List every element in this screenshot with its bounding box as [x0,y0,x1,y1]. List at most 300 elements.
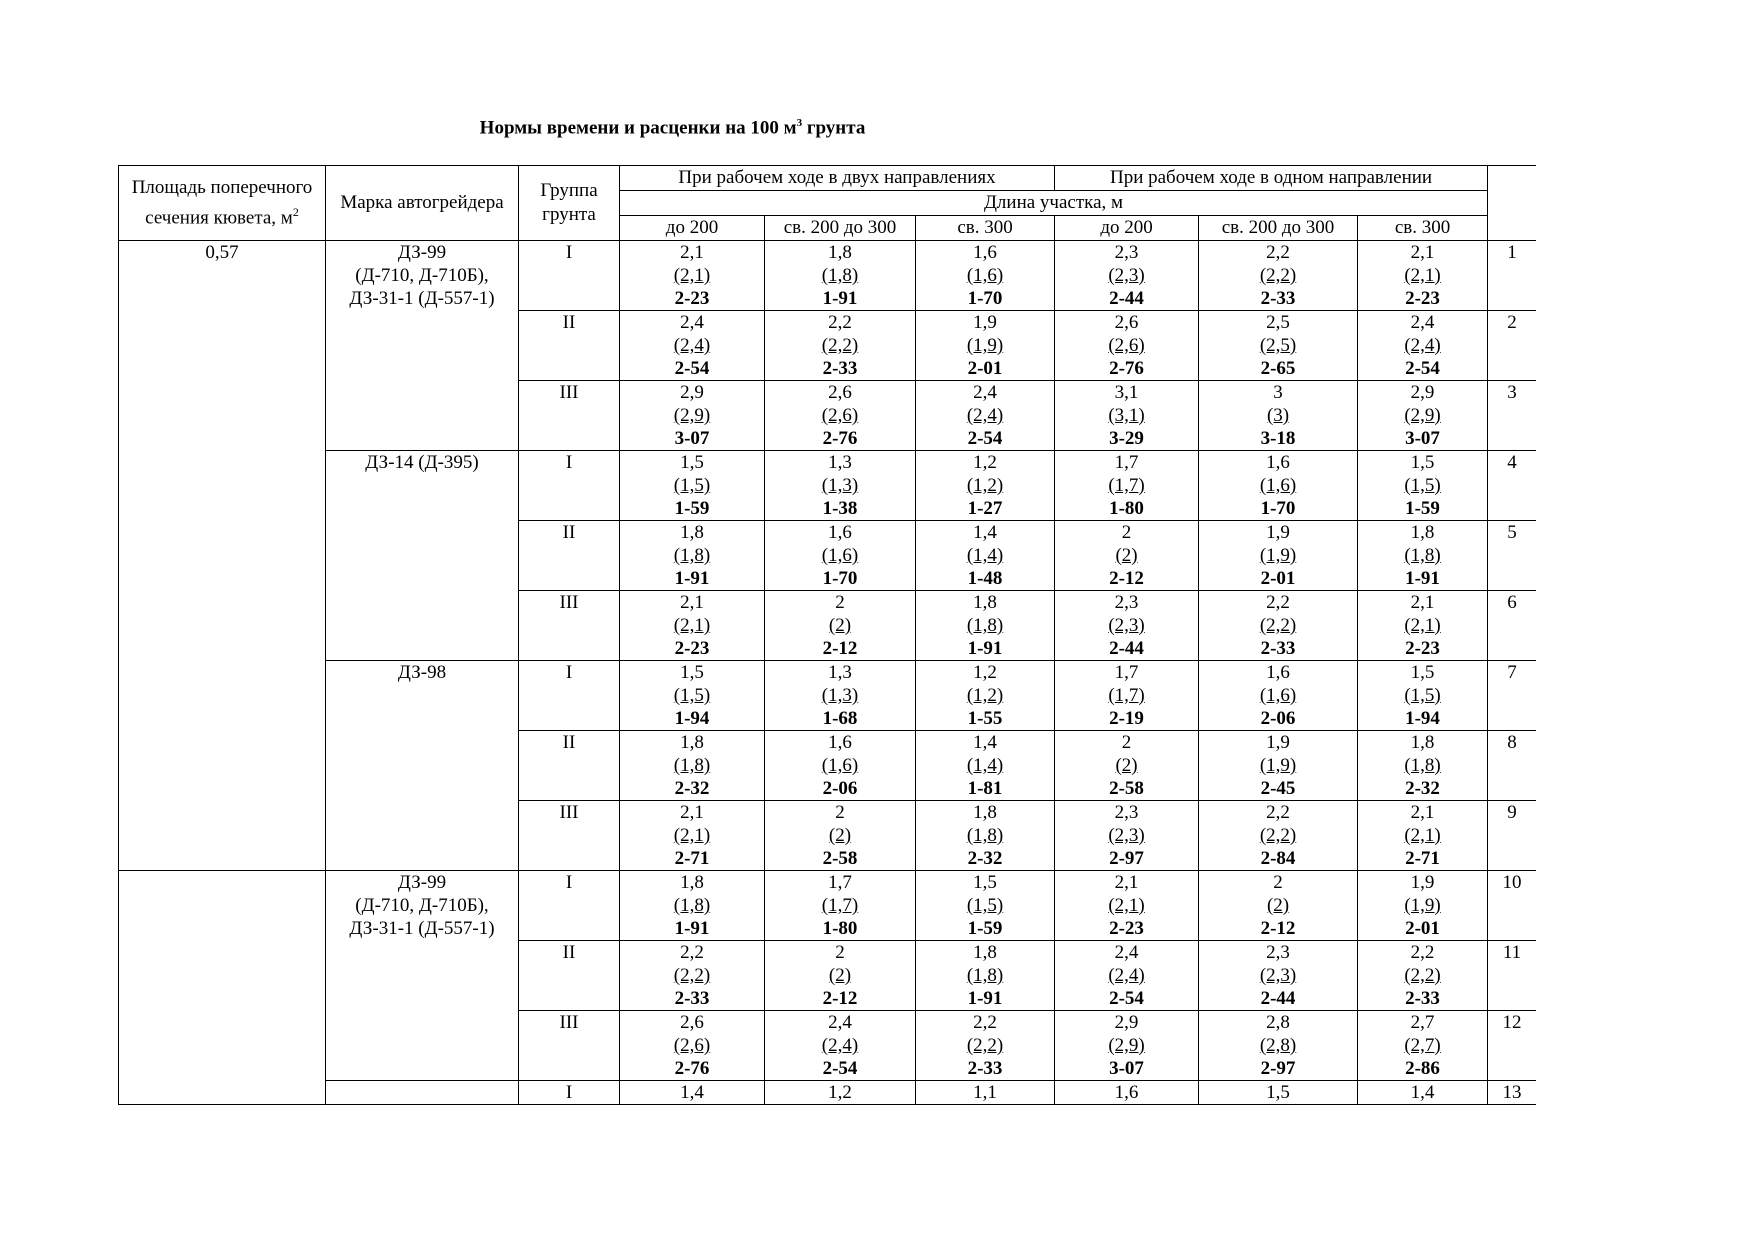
value-cell [765,941,916,1011]
price: 1-91 [967,638,1003,659]
time-norm-alt: (1,9) [966,335,1004,356]
price: 2-33 [1260,288,1296,309]
time-norm: 2,3 [1114,592,1139,613]
value-cell [620,451,765,521]
price: 1-59 [1405,498,1440,519]
soil-group-cell: I [519,871,620,941]
time-norm: 2,9 [1410,382,1435,403]
time-norm: 1,7 [1114,662,1139,683]
row-number-cell: 1 [1488,241,1536,311]
price: 1-70 [1260,498,1296,519]
time-norm: 2 [835,802,845,823]
value-cell [765,521,916,591]
time-norm-alt: (1,6) [1259,475,1297,496]
value-cell [1199,241,1358,311]
time-norm: 2,2 [680,942,704,963]
time-norm-alt: (2,6) [673,1035,711,1056]
time-norm: 2,2 [1266,802,1290,823]
value-cell [1055,591,1199,661]
value-cell [620,311,765,381]
header-col: св. 200 до 300 [1199,216,1358,241]
value-cell [620,731,765,801]
time-norm: 1,9 [1410,872,1435,893]
price: 2-06 [822,778,858,799]
value-cell [1199,801,1358,871]
value-cell [1055,661,1199,731]
price: 2-12 [822,638,858,659]
grader-mark-line: ДЗ-31-1 (Д-557-1) [349,288,495,309]
price: 2-97 [1260,1058,1296,1079]
time-norm: 2,4 [1410,312,1435,333]
time-norm-alt: (1,5) [1404,475,1441,496]
value-cell [1199,451,1358,521]
time-norm-alt: (2,1) [1404,615,1441,636]
time-norm-alt: (2,3) [1259,965,1297,986]
time-norm-alt: (1,5) [1404,685,1441,706]
time-norm: 2,2 [828,312,852,333]
time-norm-alt: (2,1) [673,825,711,846]
time-norm-alt: (2,9) [673,405,711,426]
price: 2-33 [1260,638,1296,659]
value-cell [1055,521,1199,591]
time-norm: 2,2 [1266,242,1290,263]
time-norm-alt: (1,8) [673,545,711,566]
header-area: Площадь поперечного сечения кювета, $м^2$ [119,166,326,241]
value-cell [620,1081,765,1105]
time-norm: 2,1 [1114,872,1139,893]
row-number-cell: 8 [1488,731,1536,801]
value-cell [1358,661,1488,731]
value-cell [620,1011,765,1081]
value-cell [1358,801,1488,871]
price: 1-59 [967,918,1003,939]
time-norm-alt: (2,2) [1404,965,1441,986]
row-number-cell: 4 [1488,451,1536,521]
time-norm-alt: (2,9) [1108,1035,1145,1056]
time-norm: 2 [1273,872,1283,893]
time-norm: 1,8 [828,242,852,263]
price: 2-71 [674,848,710,869]
value-cell [1358,1081,1488,1105]
value-cell [916,1011,1055,1081]
value-cell [765,1081,916,1105]
time-norm: 2,6 [680,1012,704,1033]
table-row [119,241,1537,311]
price: 2-12 [1260,918,1296,939]
table-row [119,661,1537,731]
price: 2-06 [1260,708,1296,729]
header-two-directions: При рабочем ходе в двух направлениях [620,166,1055,191]
time-norm: 1,4 [1410,1082,1435,1103]
value-cell [1358,521,1488,591]
value-cell [916,521,1055,591]
time-norm: 2,1 [680,802,704,823]
price: 1-70 [822,568,858,589]
time-norm: 1,4 [973,522,997,543]
page-title: Нормы времени и расценки на 100 $м^3$ грунта [479,117,866,139]
value-cell [1055,311,1199,381]
time-norm: 2,3 [1114,802,1139,823]
value-cell [1055,241,1199,311]
grader-mark-line: (Д-710, Д-710Б), [355,265,489,286]
price: 2-44 [1260,988,1296,1009]
time-norm: 1,2 [973,452,997,473]
time-norm-alt: (3) [1266,405,1290,426]
area-cell [119,871,326,1105]
time-norm-alt: (1,7) [1108,475,1145,496]
row-number-cell: 11 [1488,941,1536,1011]
time-norm: 2,2 [1410,942,1435,963]
time-norm-alt: (2,4) [966,405,1004,426]
header-col: св. 200 до 300 [765,216,916,241]
value-cell [620,871,765,941]
value-cell [916,311,1055,381]
header-col: до 200 [620,216,765,241]
value-cell [916,731,1055,801]
time-norm-alt: (1,8) [1404,545,1441,566]
header-group: Группа грунта [519,166,620,241]
value-cell [916,661,1055,731]
price: 2-54 [1109,988,1144,1009]
time-norm: 1,3 [828,452,852,473]
value-cell [765,381,916,451]
time-norm: 1,3 [828,662,852,683]
price: 1-91 [674,918,710,939]
time-norm: 3 [1273,382,1283,403]
time-norm-alt: (1,8) [966,825,1004,846]
time-norm-alt: (1,5) [673,685,711,706]
value-cell [620,661,765,731]
time-norm: 2,5 [1266,312,1290,333]
time-norm: 2,7 [1410,1012,1435,1033]
time-norm: 1,5 [680,662,704,683]
value-cell [1055,941,1199,1011]
value-cell [765,311,916,381]
time-norm: 1,8 [680,522,704,543]
price: 3-29 [1109,428,1144,449]
time-norm: 2,9 [1114,1012,1139,1033]
soil-group-cell: II [519,311,620,381]
price: 2-44 [1109,288,1144,309]
time-norm: 1,7 [1114,452,1139,473]
value-cell [1358,451,1488,521]
time-norm: 1,8 [973,942,997,963]
time-norm: 2,6 [1114,312,1139,333]
price: 1-94 [674,708,710,729]
value-cell [1199,871,1358,941]
price: 2-32 [1405,778,1440,799]
time-norm: 2,6 [828,382,852,403]
price: 2-54 [822,1058,858,1079]
time-norm: 2 [1121,522,1132,543]
time-norm: 2,4 [680,312,704,333]
table-row [119,451,1537,521]
time-norm-alt: (1,9) [1404,895,1441,916]
time-norm-alt: (3,1) [1108,405,1145,426]
price: 2-32 [674,778,710,799]
value-cell [1358,591,1488,661]
soil-group-cell: III [519,381,620,451]
row-number-cell: 13 [1488,1081,1536,1105]
time-norm-alt: (2,2) [966,1035,1004,1056]
value-cell [1055,381,1199,451]
time-norm-alt: (1,8) [1404,755,1441,776]
time-norm-alt: (1,9) [1259,545,1297,566]
value-cell [916,801,1055,871]
time-norm: 1,6 [828,732,852,753]
value-cell [765,241,916,311]
time-norm-alt: (1,6) [966,265,1004,286]
price: 2-33 [1405,988,1440,1009]
grader-mark-line: ДЗ-99 [397,242,447,263]
price: 2-54 [1405,358,1440,379]
norms-table-body [119,241,1537,1105]
time-norm: 2,1 [680,242,704,263]
value-cell [916,1081,1055,1105]
price: 2-58 [822,848,858,869]
time-norm: 2,3 [1266,942,1290,963]
price: 2-23 [674,638,710,659]
price: 1-27 [967,498,1003,519]
value-cell [1055,1011,1199,1081]
grader-mark-cell [326,1081,519,1105]
time-norm-alt: (1,2) [966,685,1004,706]
header-col: до 200 [1055,216,1199,241]
value-cell [765,871,916,941]
time-norm-alt: (1,8) [966,615,1004,636]
time-norm-alt: (2,1) [1404,825,1441,846]
price: 2-76 [822,428,858,449]
price: 2-76 [1109,358,1144,379]
soil-group-cell: I [519,451,620,521]
time-norm-alt: (2,3) [1108,825,1145,846]
value-cell [1358,1011,1488,1081]
time-norm: 2 [835,592,845,613]
time-norm: 2,1 [1410,592,1435,613]
price: 1-91 [967,988,1003,1009]
time-norm-alt: (2) [828,825,852,846]
price: 1-80 [822,918,858,939]
price: 2-23 [674,288,710,309]
header-number [1488,166,1536,241]
time-norm-alt: (2) [828,965,852,986]
time-norm: 1,2 [973,662,997,683]
time-norm-alt: (2,1) [1108,895,1145,916]
price: 1-91 [1405,568,1440,589]
value-cell [1358,871,1488,941]
value-cell [1199,1081,1358,1105]
price: 1-91 [822,288,858,309]
row-number-cell: 5 [1488,521,1536,591]
price: 2-97 [1109,848,1144,869]
price: 1-94 [1405,708,1440,729]
norms-table-wrapper [118,165,1536,1123]
price: 1-91 [674,568,710,589]
price: 2-12 [822,988,858,1009]
time-norm-alt: (2,1) [673,615,711,636]
time-norm-alt: (1,8) [673,895,711,916]
value-cell [1199,521,1358,591]
row-number-cell: 7 [1488,661,1536,731]
time-norm-alt: (1,5) [673,475,711,496]
time-norm-alt: (2,6) [1108,335,1145,356]
price: 1-38 [822,498,858,519]
price: 2-45 [1260,778,1296,799]
time-norm-alt: (1,4) [966,545,1004,566]
time-norm-alt: (2,4) [821,1035,859,1056]
price: 1-80 [1109,498,1144,519]
header-one-direction: При рабочем ходе в одном направлении [1055,166,1488,191]
value-cell [1199,661,1358,731]
value-cell [1199,1011,1358,1081]
value-cell [1055,731,1199,801]
price: 2-54 [967,428,1003,449]
value-cell [620,521,765,591]
time-norm-alt: (1,6) [1259,685,1297,706]
time-norm: 2,8 [1266,1012,1290,1033]
time-norm: 2,2 [1266,592,1290,613]
soil-group-cell: III [519,591,620,661]
header-col: св. 300 [916,216,1055,241]
price: 1-59 [674,498,710,519]
header-mark: Марка автогрейдера [326,166,519,241]
time-norm-alt: (2) [1115,755,1138,776]
grader-mark-cell [326,661,519,871]
time-norm: 1,9 [973,312,997,333]
value-cell [765,731,916,801]
row-number-cell: 9 [1488,801,1536,871]
time-norm: 1,4 [680,1082,704,1103]
time-norm: 1,5 [1410,662,1435,683]
price: 2-76 [674,1058,710,1079]
value-cell [620,381,765,451]
value-cell [916,381,1055,451]
value-cell [620,241,765,311]
header-col: св. 300 [1358,216,1488,241]
time-norm: 2 [1121,732,1132,753]
price: 1-48 [967,568,1003,589]
value-cell [1055,871,1199,941]
price: 2-86 [1405,1058,1440,1079]
price: 2-33 [674,988,710,1009]
time-norm: 2,1 [1410,802,1435,823]
value-cell [1358,241,1488,311]
price: 2-23 [1109,918,1144,939]
time-norm-alt: (2,2) [1259,265,1297,286]
time-norm-alt: (2,4) [673,335,711,356]
time-norm: 2,1 [680,592,704,613]
time-norm: 1,2 [828,1082,852,1103]
time-norm-alt: (2,3) [1108,615,1145,636]
time-norm: 1,8 [1410,522,1435,543]
price: 3-07 [674,428,710,449]
row-number-cell: 6 [1488,591,1536,661]
soil-group-cell: I [519,241,620,311]
time-norm: 1,4 [973,732,997,753]
time-norm: 2,4 [1114,942,1139,963]
time-norm: 1,8 [973,802,997,823]
price: 2-44 [1109,638,1144,659]
time-norm: 1,9 [1266,522,1290,543]
price: 2-32 [967,848,1003,869]
time-norm: 2 [835,942,845,963]
time-norm-alt: (1,8) [966,965,1004,986]
value-cell [765,661,916,731]
grader-mark-line: ДЗ-99 [397,872,447,893]
price: 1-68 [822,708,858,729]
table-row [119,1081,1537,1105]
price: 2-12 [1109,568,1144,589]
time-norm: 2,4 [828,1012,852,1033]
time-norm-alt: (2) [828,615,852,636]
time-norm: 1,6 [1266,662,1290,683]
row-number-cell: 12 [1488,1011,1536,1081]
time-norm: 1,6 [1114,1082,1139,1103]
time-norm: 1,8 [680,732,704,753]
soil-group-cell: II [519,731,620,801]
time-norm: 1,5 [1410,452,1435,473]
value-cell [1199,591,1358,661]
time-norm: 1,8 [1410,732,1435,753]
value-cell [1199,941,1358,1011]
price: 2-23 [1405,288,1440,309]
time-norm: 3,1 [1114,382,1139,403]
time-norm-alt: (2,5) [1259,335,1297,356]
soil-group-cell: II [519,521,620,591]
grader-mark-line: (Д-710, Д-710Б), [355,895,489,916]
value-cell [916,241,1055,311]
time-norm-alt: (2,4) [1404,335,1441,356]
time-norm-alt: (1,2) [966,475,1004,496]
time-norm: 2,4 [973,382,997,403]
soil-group-cell: III [519,801,620,871]
soil-group-cell: III [519,1011,620,1081]
time-norm-alt: (1,6) [821,545,859,566]
time-norm: 2,3 [1114,242,1139,263]
time-norm-alt: (1,9) [1259,755,1297,776]
grader-mark-cell [326,241,519,451]
value-cell [1358,731,1488,801]
value-cell [1199,311,1358,381]
value-cell [916,871,1055,941]
time-norm-alt: (1,8) [821,265,859,286]
price: 1-81 [967,778,1003,799]
norms-table [118,165,1536,1105]
price: 2-71 [1405,848,1440,869]
row-number-cell: 10 [1488,871,1536,941]
value-cell [765,591,916,661]
price: 2-23 [1405,638,1440,659]
value-cell [1358,381,1488,451]
time-norm: 1,6 [1266,452,1290,473]
price: 3-07 [1109,1058,1144,1079]
time-norm: 1,6 [828,522,852,543]
time-norm: 1,7 [828,872,852,893]
time-norm-alt: (2,8) [1259,1035,1297,1056]
time-norm: 1,5 [973,872,997,893]
time-norm-alt: (2,3) [1108,265,1145,286]
time-norm: 1,9 [1266,732,1290,753]
time-norm-alt: (2,2) [673,965,711,986]
table-row [119,871,1537,941]
value-cell [1358,941,1488,1011]
price: 2-01 [1405,918,1440,939]
time-norm-alt: (2,2) [1259,615,1297,636]
price: 2-01 [967,358,1003,379]
value-cell [1055,801,1199,871]
value-cell [620,941,765,1011]
header-length: Длина участка, м [620,191,1488,216]
